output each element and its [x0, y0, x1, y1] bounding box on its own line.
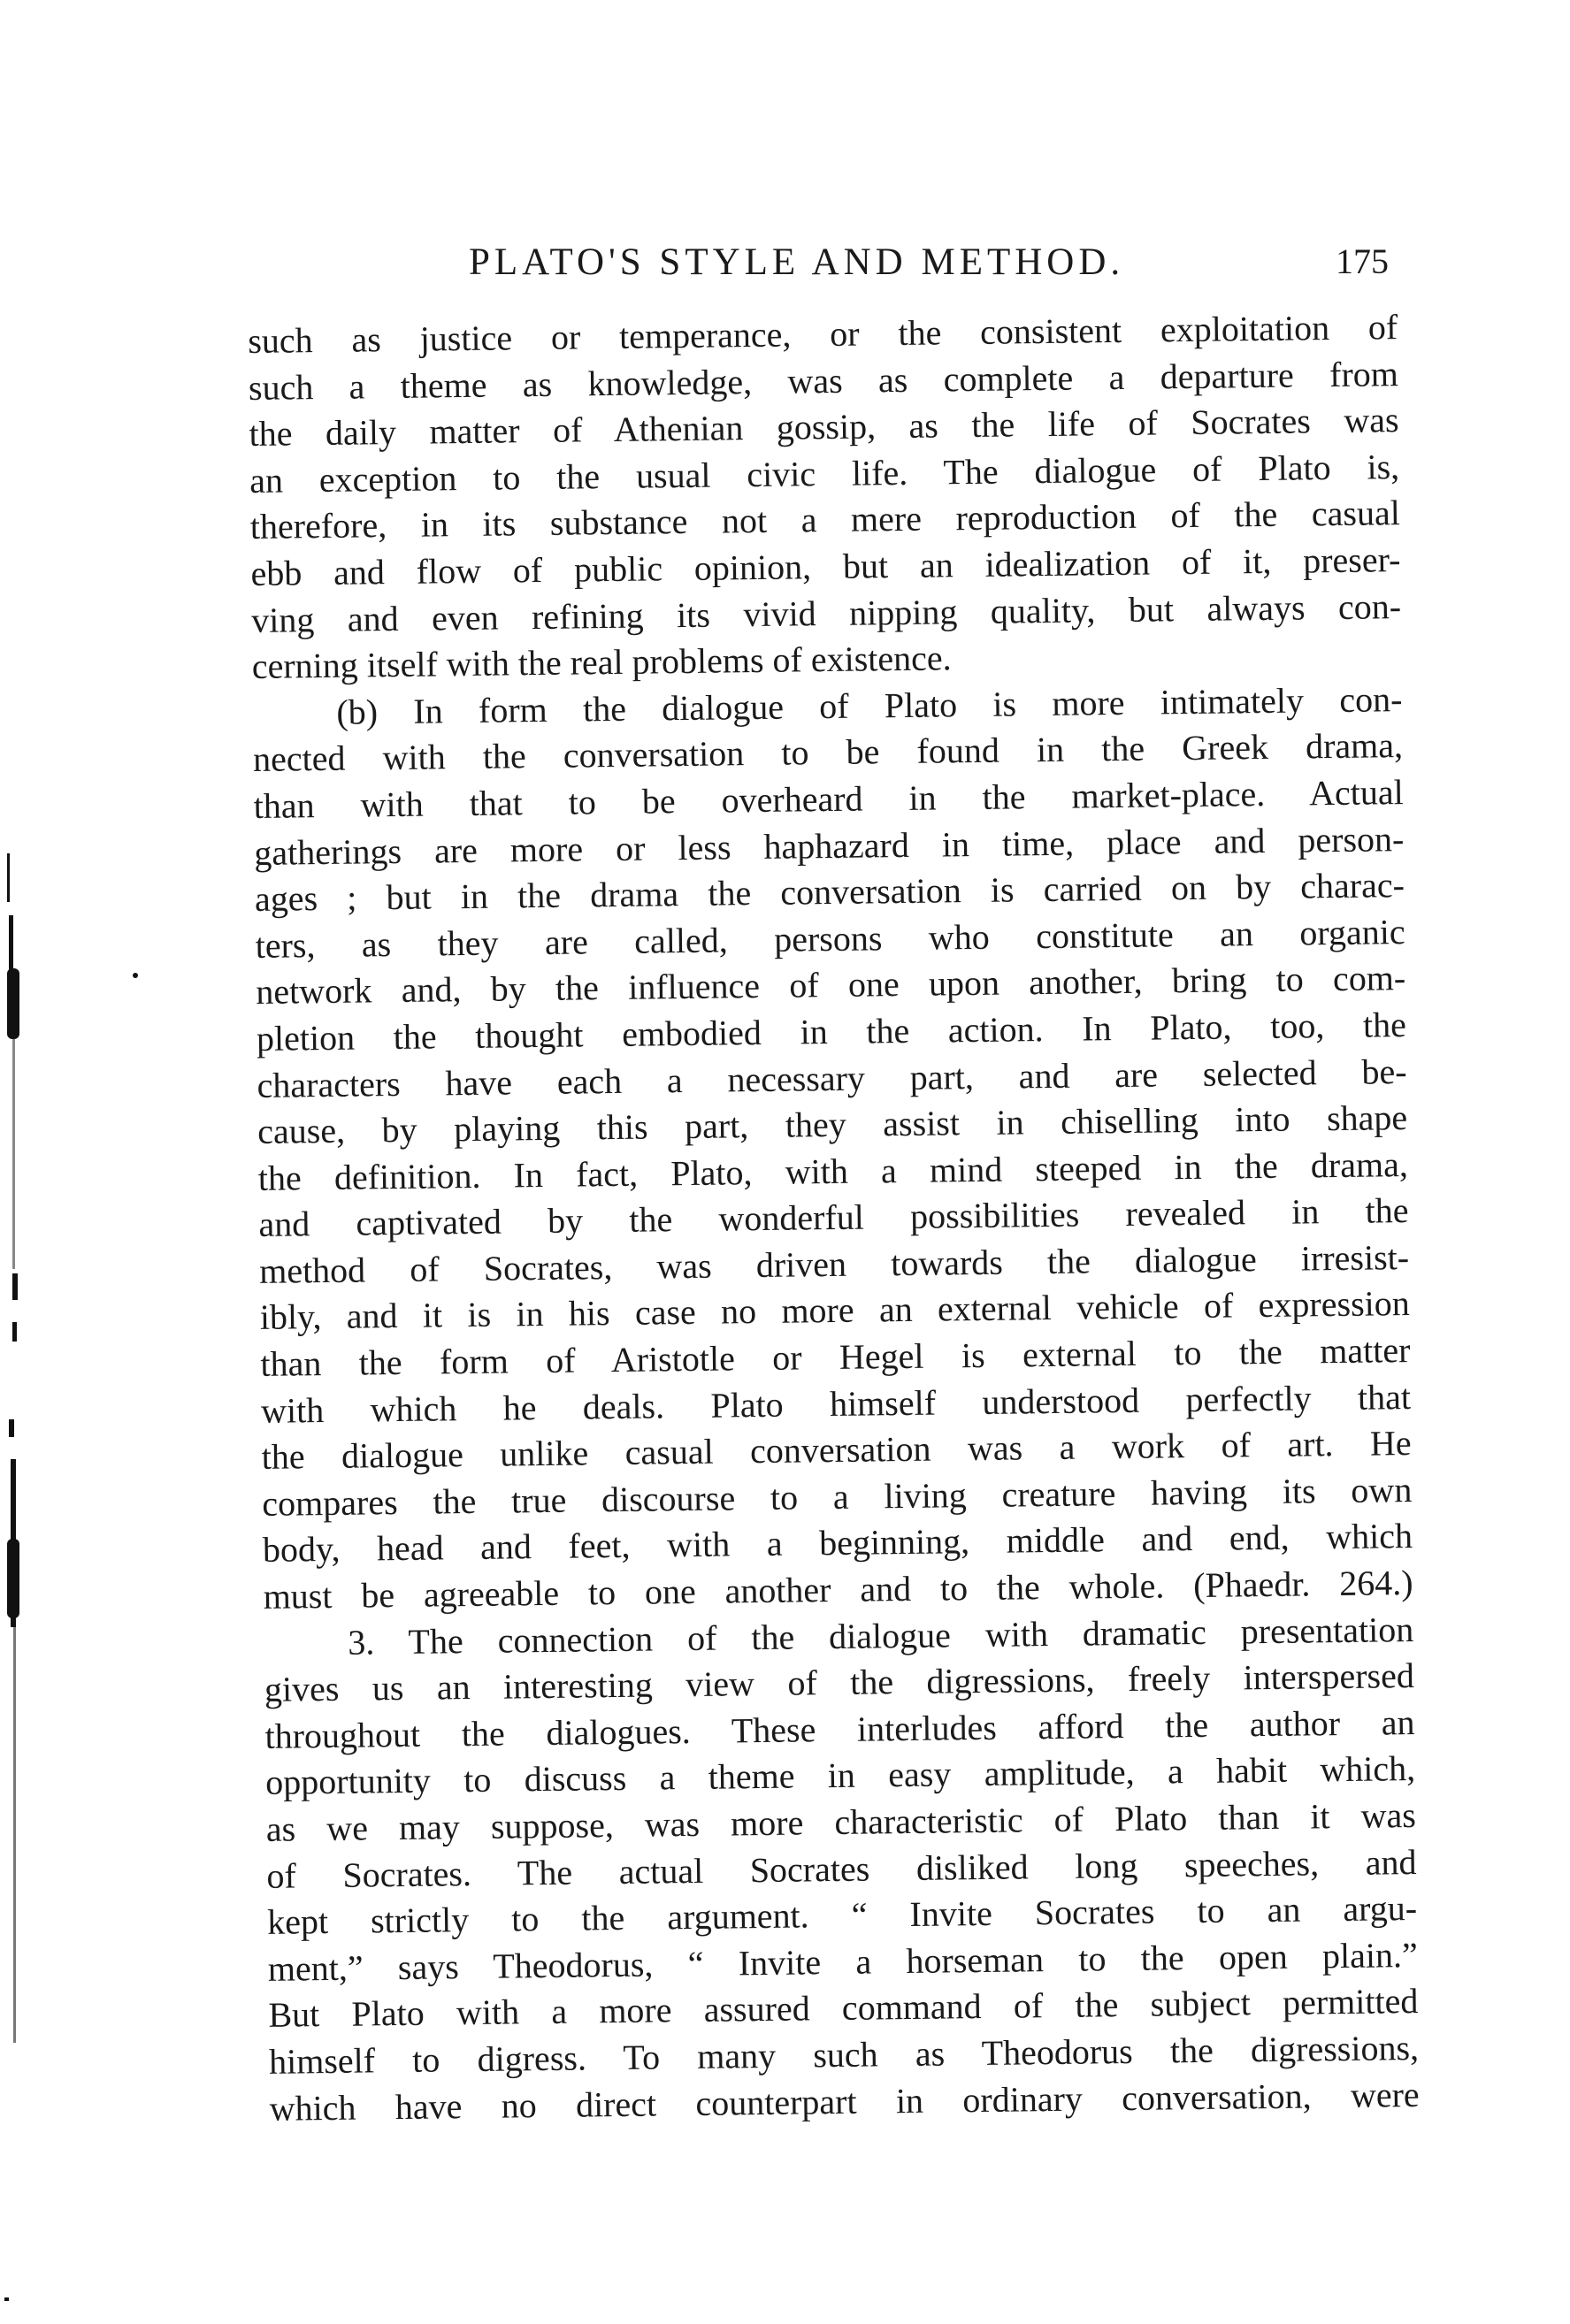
body-text — [248, 304, 1420, 2132]
binding-mark — [12, 1322, 17, 1342]
text-line: ebb and flow of public opinion, but an idealization of it, preser- — [250, 539, 1401, 593]
text-line: ibly, and it is in his case no more an external vehicle of expression — [259, 1283, 1410, 1338]
text-line: (b) In form the dialogue of Plato is more intimately con- — [336, 678, 1403, 732]
text-line: such a theme as knowledge, was as complete a departure from — [248, 353, 1399, 408]
text-line: body, head and feet, with a beginning, middle and end, which — [262, 1516, 1413, 1571]
text-line: ages ; but in the drama the conversation is carried on by charac- — [254, 865, 1405, 920]
running-title: PLATO'S STYLE AND METHOD. — [469, 241, 1125, 283]
text-line: must be agreeable to one another and to the whole. (Phaedr. 264.) — [263, 1563, 1413, 1617]
text-line: an exception to the usual civic life. The dialogue of Plato is, — [249, 446, 1400, 501]
text-line: therefore, in its substance not a mere reproduction of the casual — [249, 493, 1401, 547]
text-line: the daily matter of Athenian gossip, as the life of Socrates was — [249, 400, 1399, 455]
text-line: such as justice or temperance, or the consistent exploitation of — [248, 307, 1398, 361]
binding-mark — [7, 853, 10, 902]
text-line: the definition. In fact, Plato, with a mind steeped in the drama, — [257, 1143, 1409, 1198]
text-line: of Socrates. The actual Socrates disliked long speeches, and — [266, 1841, 1417, 1896]
text-line: network and, by the influence of one upon another, bring to com- — [256, 958, 1406, 1013]
text-line: which have no direct counterpart in ordinary conversation, were — [269, 2074, 1420, 2129]
text-line: opportunity to discuss a theme in easy amplitude, a habit which, — [264, 1748, 1416, 1803]
text-line: as we may suppose, was more characteristic of Plato than it was — [265, 1794, 1417, 1849]
text-line: with which he deals. Plato himself understood perfectly that — [260, 1376, 1412, 1431]
text-line: than the form of Aristotle or Hegel is external to the matter — [260, 1330, 1411, 1384]
text-line: ment,” says Theodorus, “ Invite a horseman to the open plain.” — [267, 1934, 1418, 1989]
text-line: nected with the conversation to be found in the Greek drama, — [252, 725, 1404, 780]
text-line: cerning itself with the real problems of existence. — [251, 638, 952, 687]
text-line: 3. The connection of the dialogue with dramatic presentation — [348, 1609, 1414, 1663]
text-line: and captivated by the wonderful possibilities revealed in the — [258, 1190, 1409, 1245]
running-header — [469, 241, 1389, 294]
text-line: characters have each a necessary part, and are selected be- — [257, 1051, 1407, 1105]
binding-mark — [133, 973, 138, 978]
text-line: gives us an interesting view of the digressions, freely interspersed — [264, 1655, 1415, 1710]
binding-mark — [7, 968, 19, 1039]
text-line: throughout the dialogues. These interludes afford the author an — [264, 1701, 1415, 1756]
binding-mark — [12, 1273, 18, 1300]
binding-mark — [4, 2297, 9, 2301]
text-line: gatherings are more or less haphazard in time, place and person- — [254, 818, 1405, 873]
text-line: kept strictly to the argument. “ Invite Socrates to an argu- — [266, 1888, 1418, 1943]
text-line: But Plato with a more assured command of the subject permitted — [268, 1981, 1419, 2036]
page-number: 175 — [1336, 241, 1389, 281]
text-line: compares the true discourse to a living creature having its own — [262, 1469, 1413, 1524]
binding-mark — [9, 1419, 14, 1437]
text-line: ving and even refining its vivid nipping quality, but always con- — [250, 585, 1402, 640]
text-line: method of Socrates, was driven towards the dialogue irresist- — [258, 1236, 1410, 1291]
text-line: cause, by playing this part, they assist in chiselling into shape — [257, 1097, 1408, 1152]
binding-mark — [13, 1627, 16, 2043]
text-line: pletion the thought embodied in the action. In Plato, too, the — [256, 1004, 1407, 1059]
binding-mark — [12, 1039, 15, 1269]
text-line: himself to digress. To many such as Theodorus the digressions, — [268, 2027, 1420, 2082]
text-line: the dialogue unlike casual conversation was a work of art. He — [261, 1423, 1412, 1478]
text-line: than with that to be overheard in the market-place. Actual — [253, 772, 1404, 826]
binding-mark — [7, 1539, 19, 1618]
text-line: ters, as they are called, persons who constitute an organic — [255, 911, 1405, 966]
